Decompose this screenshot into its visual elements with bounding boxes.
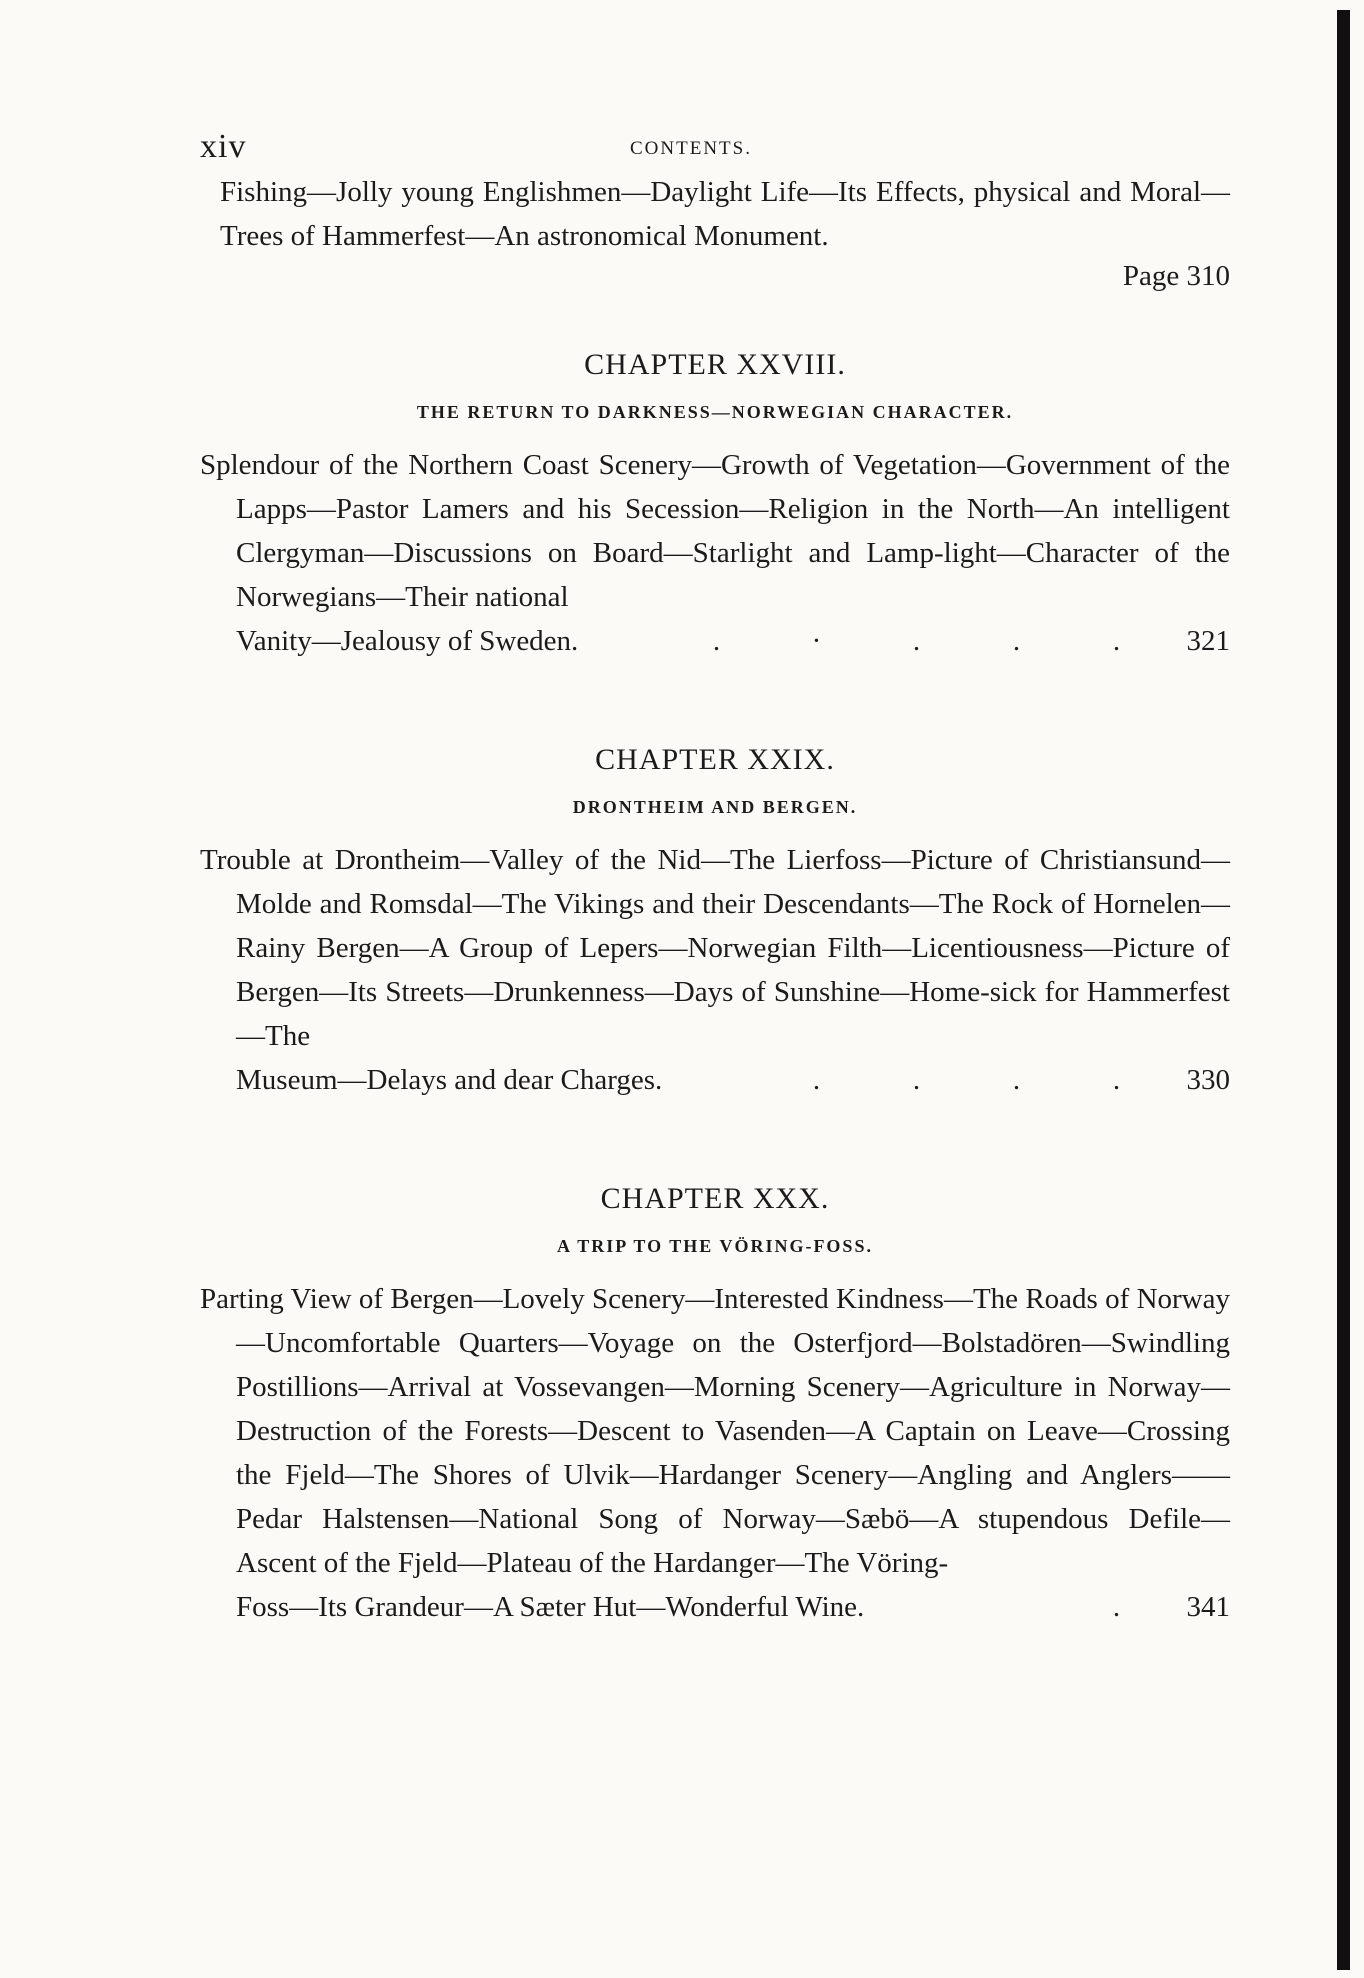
chapter-subtitle: A TRIP TO THE VÖRING-FOSS. xyxy=(557,1236,873,1256)
continued-page-ref: Page 310 xyxy=(1122,260,1230,292)
chapter-entry xyxy=(200,743,1230,1102)
continued-entry xyxy=(200,170,1230,298)
chapter-heading: CHAPTER XXX. xyxy=(600,1182,830,1215)
chapter-summary: Splendour of the Northern Coast Scenery—Growth of Vegetation—Government of the Lapps—Pastor Lamers and his Secession—Religion in the North—An intelligent Clergyman—Discussions on Board—Starlight and Lamp-light—Character of the Norwegians—Their national xyxy=(200,449,1230,613)
chapter-subtitle: DRONTHEIM AND BERGEN. xyxy=(572,797,858,817)
continued-summary: Fishing—Jolly young Englishmen—Daylight Life—Its Effects, physical and Moral—Trees of Hammerfest—An astronomical Monument. xyxy=(220,176,1230,252)
chapter-summary-last-line xyxy=(200,1585,1230,1629)
page-folio: xiv xyxy=(200,128,247,165)
chapter-summary: Trouble at Drontheim—Valley of the Nid—The Lierfoss—Picture of Christiansund—Molde and Romsdal—The Vikings and their Descendants—The Rock of Hornelen—Rainy Bergen—A Group of Lepers—Norwegian Filth—Licentiousness—Picture of Bergen—Its Streets—Drunkenness—Days of Sunshine—Home-sick for Hammerfest—The xyxy=(200,844,1230,1052)
chapter-summary: Parting View of Bergen—Lovely Scenery—Interested Kindness—The Roads of Norway—Uncomfortable Quarters—Voyage on the Osterfjord—Bolstadören—Swindling Postillions—Arrival at Vossevangen—Morning Scenery—Agriculture in Norway—Destruction of the Forests—Descent to Vasenden—A Captain on Leave—Crossing the Fjeld—The Shores of Ulvik—Hardanger Scenery—Angling and Anglers——Pedar Halstensen—National Song of Norway—Sæbö—A stupendous Defile—Ascent of the Fjeld—Plateau of the Hardanger—The Vöring- xyxy=(200,1283,1230,1579)
chapter-summary-end: Museum—Delays and dear Charges. xyxy=(236,1064,663,1096)
contents-page xyxy=(200,128,1230,1629)
book-spine-edge xyxy=(1337,10,1350,1970)
chapter-page-number: 321 xyxy=(1186,625,1230,657)
chapter-page-number: 330 xyxy=(1186,1064,1230,1096)
chapter-subtitle: THE RETURN TO DARKNESS—NORWEGIAN CHARACTER. xyxy=(416,402,1014,422)
chapter-heading: CHAPTER XXVIII. xyxy=(584,348,846,381)
chapter-heading: CHAPTER XXIX. xyxy=(595,743,835,776)
leader-dots: . . . . xyxy=(812,1064,1121,1096)
chapter-entry xyxy=(200,1182,1230,1629)
leader-dots: . xyxy=(1112,1591,1121,1623)
running-title: CONTENTS. xyxy=(630,138,752,159)
leader-dots: . · . . . xyxy=(712,625,1121,657)
chapter-summary-last-line xyxy=(200,619,1230,663)
running-head xyxy=(200,128,1230,168)
chapter-page-number: 341 xyxy=(1186,1591,1230,1623)
chapter-entry xyxy=(200,348,1230,663)
chapter-summary-last-line xyxy=(200,1058,1230,1102)
chapter-summary-end: Foss—Its Grandeur—A Sæter Hut—Wonderful Wine. xyxy=(236,1591,865,1623)
chapter-summary-end: Vanity—Jealousy of Sweden. xyxy=(236,625,579,657)
